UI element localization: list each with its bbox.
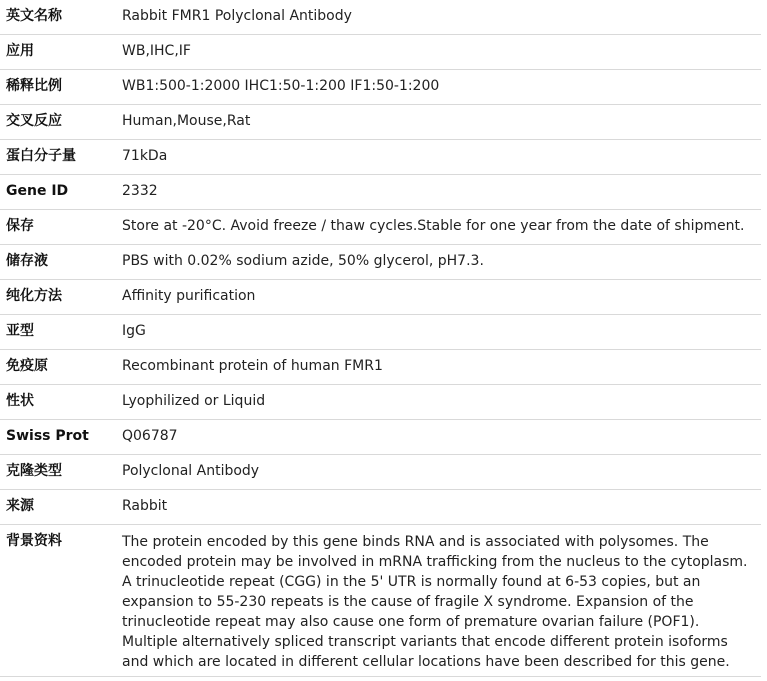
spec-row-swiss-prot: [0, 420, 761, 455]
spec-row-clonality: [0, 455, 761, 490]
spec-label: 保存: [0, 210, 114, 245]
spec-row-host: [0, 490, 761, 525]
spec-label: 背景资料: [0, 525, 114, 677]
spec-value: Rabbit FMR1 Polyclonal Antibody: [114, 0, 761, 35]
spec-value: Human,Mouse,Rat: [114, 105, 761, 140]
spec-label: 应用: [0, 35, 114, 70]
spec-value: WB,IHC,IF: [114, 35, 761, 70]
spec-value: IgG: [114, 315, 761, 350]
spec-row-reactivity: [0, 105, 761, 140]
spec-row-dilution: [0, 70, 761, 105]
spec-value: Polyclonal Antibody: [114, 455, 761, 490]
spec-label: 免疫原: [0, 350, 114, 385]
spec-label: 亚型: [0, 315, 114, 350]
spec-label: 英文名称: [0, 0, 114, 35]
spec-row-gene-id: [0, 175, 761, 210]
spec-value: WB1:500-1:2000 IHC1:50-1:200 IF1:50-1:200: [114, 70, 761, 105]
spec-label: Gene ID: [0, 175, 114, 210]
spec-value: Rabbit: [114, 490, 761, 525]
spec-label: 性状: [0, 385, 114, 420]
spec-label: 克隆类型: [0, 455, 114, 490]
spec-row-purification: [0, 280, 761, 315]
spec-label: 蛋白分子量: [0, 140, 114, 175]
spec-row-background: [0, 525, 761, 677]
spec-value: PBS with 0.02% sodium azide, 50% glycerol, pH7.3.: [114, 245, 761, 280]
spec-row-immunogen: [0, 350, 761, 385]
spec-value: The protein encoded by this gene binds RNA and is associated with polysomes. The encoded protein may be involved in mRNA trafficking from the nucleus to the cytoplasm. A trinucleotide repeat (CGG) in the 5' UTR is normally found at 6-53 copies, but an expansion to 55-230 repeats is the cause of fragile X syndrome. Expansion of the trinucleotide repeat may also cause one form of premature ovarian failure (POF1). Multiple alternatively spliced transcript variants that encode different protein isoforms and which are located in different cellular locations have been described for this gene.: [114, 525, 761, 677]
spec-label: Swiss Prot: [0, 420, 114, 455]
spec-row-english-name: [0, 0, 761, 35]
spec-label: 纯化方法: [0, 280, 114, 315]
spec-row-buffer: [0, 245, 761, 280]
spec-row-form: [0, 385, 761, 420]
spec-row-isotype: [0, 315, 761, 350]
spec-value: Q06787: [114, 420, 761, 455]
spec-value: 71kDa: [114, 140, 761, 175]
spec-label: 稀释比例: [0, 70, 114, 105]
spec-value: Lyophilized or Liquid: [114, 385, 761, 420]
spec-label: 来源: [0, 490, 114, 525]
spec-value: Affinity purification: [114, 280, 761, 315]
spec-label: 储存液: [0, 245, 114, 280]
spec-label: 交叉反应: [0, 105, 114, 140]
spec-row-molecular-weight: [0, 140, 761, 175]
spec-value: 2332: [114, 175, 761, 210]
spec-value: Recombinant protein of human FMR1: [114, 350, 761, 385]
spec-row-application: [0, 35, 761, 70]
spec-value: Store at -20°C. Avoid freeze / thaw cycles.Stable for one year from the date of shipment.: [114, 210, 761, 245]
spec-row-storage: [0, 210, 761, 245]
